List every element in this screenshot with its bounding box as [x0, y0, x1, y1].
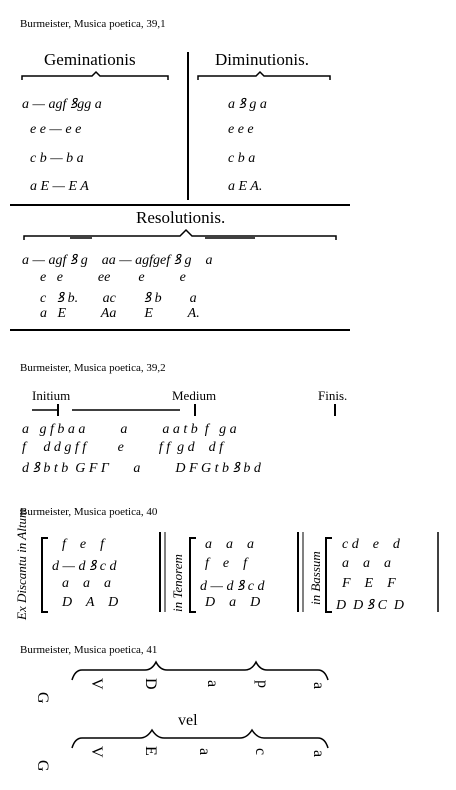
- svg-text:a: a: [310, 682, 327, 690]
- side-label-tenorem: in Tenorem: [170, 554, 185, 612]
- label-finis: Finis.: [318, 388, 348, 403]
- ex3-b2-row-4: D a D: [205, 595, 261, 610]
- svg-text:a: a: [196, 748, 213, 756]
- svg-text:G: G: [34, 692, 51, 704]
- ex3-b2-row-1: a a a: [205, 537, 254, 552]
- side-label-discantu: Ex Discantu in Altum: [14, 508, 29, 620]
- res-row-4: a E Aa E A.: [40, 306, 200, 321]
- svg-text:V: V: [88, 746, 105, 758]
- svg-text:V: V: [88, 678, 105, 690]
- res-row-3: c ꝸ b. ac ꝸ b a: [40, 291, 197, 306]
- caption-ex2: Burmeister, Musica poetica, 39,2: [20, 362, 166, 374]
- caption-ex1: Burmeister, Musica poetica, 39,1: [20, 18, 166, 30]
- ex2-row-1: a g f b a a a a a t b f g a: [22, 422, 237, 437]
- dim-row-1: a ꝸ g a: [228, 97, 267, 112]
- ex3-b3-row-3: F E F: [342, 576, 396, 591]
- caption-ex4: Burmeister, Musica poetica, 41: [20, 644, 158, 656]
- svg-text:a: a: [310, 750, 327, 758]
- gem-row-1: a — agf ꝸgg a: [22, 97, 102, 112]
- side-label-bassum: in Bassum: [308, 551, 323, 605]
- gem-row-3: c b — b a: [30, 151, 84, 166]
- svg-text:D: D: [142, 678, 159, 690]
- heading-diminutionis: Diminutionis.: [215, 50, 309, 69]
- ex2-row-2: f d d g f f e f f g d d f: [22, 440, 224, 455]
- ex3-b1-row-3: a a a: [62, 576, 111, 591]
- ex2-row-3: d ꝸ b t b G F Γ a D F G t b ꝸ b d: [22, 461, 261, 476]
- svg-text:E: E: [142, 746, 159, 756]
- svg-text:c: c: [252, 748, 269, 756]
- dim-row-4: a E A.: [228, 179, 263, 194]
- svg-text:a: a: [204, 680, 221, 688]
- gem-row-4: a E — E A: [30, 179, 89, 194]
- ex3-b3-row-4: D D ꝸ C D: [336, 598, 405, 613]
- dim-row-3: c b a: [228, 151, 256, 166]
- ex3-b3-row-1: c d e d: [342, 537, 400, 552]
- res-row-2: e e ee e e: [40, 270, 186, 285]
- ex3-b1-row-4: D A D: [62, 595, 119, 610]
- caption-ex3: Burmeister, Musica poetica, 40: [20, 506, 158, 518]
- ex3-b2-row-3: d — d ꝸ c d: [200, 579, 265, 594]
- dim-row-2: e e e: [228, 122, 254, 137]
- heading-resolutionis: Resolutionis.: [136, 208, 226, 227]
- label-medium: Medium: [172, 388, 217, 403]
- ex3-b1-row-1: f e f: [62, 537, 104, 552]
- ex3-b2-row-2: f e f: [205, 556, 247, 571]
- heading-geminationis: Geminationis: [44, 50, 136, 69]
- res-row-1: a — agf ꝸ g aa — agfgef ꝸ g a: [22, 253, 213, 268]
- ex3-b3-row-2: a a a: [342, 556, 391, 571]
- gem-row-2: e e — e e: [30, 122, 82, 137]
- svg-text:G: G: [34, 760, 51, 772]
- label-initium: Initium: [32, 388, 71, 403]
- svg-text:p: p: [254, 680, 271, 688]
- ex3-b1-row-2: d — d ꝸ c d: [52, 559, 117, 574]
- vel-label: vel: [178, 712, 198, 729]
